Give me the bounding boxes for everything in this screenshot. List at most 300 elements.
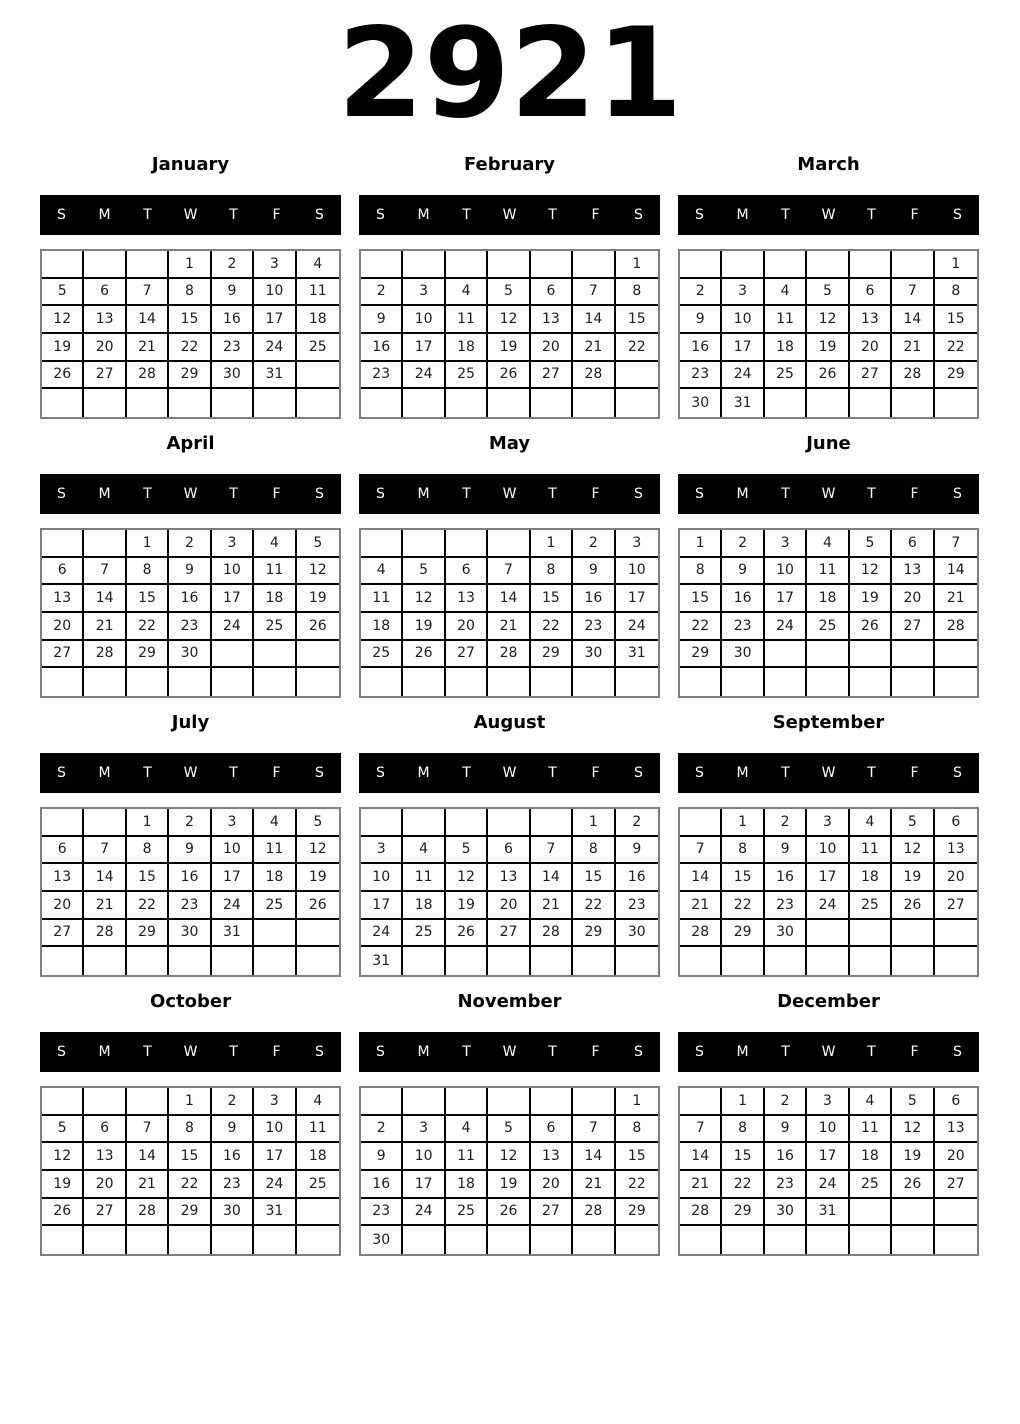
date-cell <box>84 251 126 279</box>
weekday-label: T <box>548 207 557 223</box>
date-cell: 14 <box>488 585 530 613</box>
date-cell: 17 <box>212 585 254 613</box>
date-cell: 6 <box>42 837 84 865</box>
date-cell <box>169 947 211 975</box>
date-cell <box>169 389 211 417</box>
date-cell <box>127 947 169 975</box>
date-cell: 11 <box>254 558 296 586</box>
date-cell <box>765 251 807 279</box>
date-cell: 5 <box>403 558 445 586</box>
date-cell <box>254 389 296 417</box>
date-cell: 16 <box>169 864 211 892</box>
date-cell: 1 <box>127 809 169 837</box>
date-cell <box>446 809 488 837</box>
date-cell: 1 <box>169 1088 211 1116</box>
date-cell <box>807 641 849 669</box>
month-calendar <box>40 154 341 419</box>
weekday-label: M <box>736 486 749 502</box>
date-cell: 12 <box>892 837 934 865</box>
weekday-label: S <box>953 1044 962 1060</box>
date-cell: 24 <box>361 920 403 948</box>
month-calendar <box>40 433 341 698</box>
date-cell: 18 <box>807 585 849 613</box>
date-cell: 16 <box>680 334 722 362</box>
date-cell: 24 <box>254 1171 296 1199</box>
month-calendar <box>359 991 660 1256</box>
weekday-label: S <box>315 1044 324 1060</box>
date-cell: 15 <box>722 1143 764 1171</box>
date-cell: 16 <box>212 1143 254 1171</box>
date-grid <box>359 807 660 977</box>
weekday-header-row <box>678 1032 979 1072</box>
date-cell: 9 <box>573 558 615 586</box>
weekday-label: T <box>781 1044 790 1060</box>
date-cell: 20 <box>531 334 573 362</box>
date-cell: 10 <box>361 864 403 892</box>
date-cell <box>446 530 488 558</box>
date-cell: 23 <box>722 613 764 641</box>
date-cell: 22 <box>680 613 722 641</box>
date-cell: 17 <box>807 1143 849 1171</box>
date-cell <box>127 1226 169 1254</box>
date-cell: 10 <box>765 558 807 586</box>
date-cell <box>84 530 126 558</box>
date-cell: 7 <box>680 1116 722 1144</box>
date-cell: 17 <box>361 892 403 920</box>
month-calendar <box>359 712 660 977</box>
date-cell: 6 <box>84 1116 126 1144</box>
weekday-label: W <box>821 765 836 781</box>
date-cell <box>42 947 84 975</box>
date-cell: 8 <box>573 837 615 865</box>
date-cell: 17 <box>807 864 849 892</box>
date-cell: 18 <box>297 306 339 334</box>
date-cell: 20 <box>531 1171 573 1199</box>
date-cell <box>765 668 807 696</box>
date-cell <box>722 251 764 279</box>
date-cell: 24 <box>722 362 764 390</box>
month-title: July <box>171 712 210 733</box>
date-cell <box>892 251 934 279</box>
date-cell: 28 <box>84 641 126 669</box>
date-cell: 20 <box>892 585 934 613</box>
date-cell: 26 <box>42 362 84 390</box>
date-cell <box>254 1226 296 1254</box>
date-cell: 15 <box>169 1143 211 1171</box>
date-cell: 21 <box>935 585 977 613</box>
date-cell <box>807 947 849 975</box>
date-cell: 15 <box>169 306 211 334</box>
date-cell <box>850 920 892 948</box>
date-cell: 16 <box>361 334 403 362</box>
date-cell: 25 <box>446 1199 488 1227</box>
date-cell <box>212 668 254 696</box>
weekday-label: T <box>867 1044 876 1060</box>
date-cell <box>446 1226 488 1254</box>
weekday-label: T <box>462 1044 471 1060</box>
date-cell <box>573 1088 615 1116</box>
date-cell: 4 <box>403 837 445 865</box>
date-cell: 30 <box>169 920 211 948</box>
weekday-label: T <box>781 486 790 502</box>
month-title: November <box>457 991 562 1012</box>
date-cell <box>446 389 488 417</box>
weekday-header-row <box>359 1032 660 1072</box>
date-cell: 5 <box>297 530 339 558</box>
date-cell <box>935 641 977 669</box>
date-cell: 22 <box>169 334 211 362</box>
date-cell: 20 <box>84 334 126 362</box>
weekday-label: F <box>591 1044 600 1060</box>
month-calendar <box>40 712 341 977</box>
date-cell: 29 <box>573 920 615 948</box>
date-cell: 9 <box>616 837 658 865</box>
weekday-label: S <box>695 207 704 223</box>
date-cell <box>892 947 934 975</box>
weekday-label: W <box>502 1044 517 1060</box>
date-cell: 6 <box>935 809 977 837</box>
date-cell: 13 <box>850 306 892 334</box>
date-cell: 2 <box>680 279 722 307</box>
weekday-label: T <box>143 765 152 781</box>
date-cell <box>531 809 573 837</box>
date-cell: 6 <box>42 558 84 586</box>
date-cell: 1 <box>722 1088 764 1116</box>
date-cell: 6 <box>84 279 126 307</box>
date-cell: 27 <box>935 892 977 920</box>
date-cell: 27 <box>84 1199 126 1227</box>
date-cell: 28 <box>935 613 977 641</box>
date-cell: 22 <box>127 892 169 920</box>
date-cell <box>403 1088 445 1116</box>
weekday-label: F <box>910 1044 919 1060</box>
weekday-label: S <box>634 1044 643 1060</box>
month-title: April <box>166 433 215 454</box>
date-cell: 5 <box>446 837 488 865</box>
date-cell: 20 <box>935 1143 977 1171</box>
weekday-label: M <box>736 765 749 781</box>
date-cell: 19 <box>807 334 849 362</box>
date-cell: 2 <box>212 251 254 279</box>
date-cell: 23 <box>765 892 807 920</box>
date-cell: 15 <box>127 585 169 613</box>
weekday-label: T <box>229 765 238 781</box>
date-cell <box>892 920 934 948</box>
date-cell: 14 <box>84 864 126 892</box>
date-cell: 16 <box>361 1171 403 1199</box>
date-cell <box>84 668 126 696</box>
date-cell: 17 <box>212 864 254 892</box>
date-cell: 7 <box>84 558 126 586</box>
weekday-label: W <box>502 765 517 781</box>
date-cell: 23 <box>212 334 254 362</box>
date-cell: 25 <box>850 1171 892 1199</box>
date-cell: 28 <box>573 362 615 390</box>
date-cell: 30 <box>722 641 764 669</box>
date-cell: 3 <box>254 251 296 279</box>
date-cell <box>488 1226 530 1254</box>
date-cell: 19 <box>403 613 445 641</box>
date-cell: 1 <box>680 530 722 558</box>
date-cell: 28 <box>892 362 934 390</box>
date-cell: 20 <box>935 864 977 892</box>
date-cell: 7 <box>573 279 615 307</box>
weekday-label: F <box>910 765 919 781</box>
date-cell: 30 <box>616 920 658 948</box>
weekday-label: S <box>376 1044 385 1060</box>
date-cell: 7 <box>680 837 722 865</box>
date-cell: 18 <box>254 585 296 613</box>
date-cell: 8 <box>722 1116 764 1144</box>
date-cell: 3 <box>212 809 254 837</box>
date-cell: 10 <box>722 306 764 334</box>
date-cell: 23 <box>361 362 403 390</box>
date-cell: 2 <box>722 530 764 558</box>
date-cell: 29 <box>127 920 169 948</box>
date-cell <box>680 809 722 837</box>
date-cell: 31 <box>807 1199 849 1227</box>
date-cell: 21 <box>84 892 126 920</box>
date-cell: 17 <box>403 1171 445 1199</box>
date-cell <box>84 809 126 837</box>
month-title: January <box>151 154 230 175</box>
date-cell <box>361 668 403 696</box>
date-cell: 2 <box>169 809 211 837</box>
date-cell: 2 <box>616 809 658 837</box>
date-cell: 20 <box>42 613 84 641</box>
date-cell: 14 <box>935 558 977 586</box>
date-cell: 20 <box>42 892 84 920</box>
date-cell: 24 <box>254 334 296 362</box>
date-cell <box>935 668 977 696</box>
date-cell: 1 <box>169 251 211 279</box>
date-cell: 17 <box>722 334 764 362</box>
date-cell: 8 <box>127 837 169 865</box>
date-cell: 9 <box>680 306 722 334</box>
date-cell: 16 <box>212 306 254 334</box>
weekday-label: F <box>272 1044 281 1060</box>
date-cell: 27 <box>850 362 892 390</box>
date-cell: 27 <box>446 641 488 669</box>
weekday-label: M <box>98 486 111 502</box>
date-cell: 5 <box>488 1116 530 1144</box>
date-cell: 14 <box>84 585 126 613</box>
date-cell: 3 <box>403 279 445 307</box>
date-cell: 24 <box>212 892 254 920</box>
date-cell: 23 <box>361 1199 403 1227</box>
date-cell: 30 <box>361 1226 403 1254</box>
date-cell: 4 <box>765 279 807 307</box>
date-cell: 26 <box>42 1199 84 1227</box>
weekday-label: F <box>272 486 281 502</box>
date-cell: 25 <box>446 362 488 390</box>
date-cell <box>892 389 934 417</box>
date-cell: 13 <box>935 1116 977 1144</box>
date-cell: 12 <box>850 558 892 586</box>
date-cell: 18 <box>765 334 807 362</box>
date-cell: 8 <box>127 558 169 586</box>
weekday-label: M <box>417 765 430 781</box>
year-title: 2921 <box>337 2 683 146</box>
date-cell <box>488 251 530 279</box>
date-cell <box>127 251 169 279</box>
date-cell: 16 <box>616 864 658 892</box>
weekday-label: S <box>57 207 66 223</box>
date-cell <box>573 947 615 975</box>
date-cell: 31 <box>361 947 403 975</box>
date-cell: 30 <box>680 389 722 417</box>
date-cell: 2 <box>765 809 807 837</box>
date-cell: 13 <box>42 864 84 892</box>
date-cell: 19 <box>892 1143 934 1171</box>
date-cell: 27 <box>488 920 530 948</box>
date-cell <box>573 1226 615 1254</box>
weekday-label: M <box>98 1044 111 1060</box>
date-cell: 19 <box>297 585 339 613</box>
date-cell <box>297 362 339 390</box>
date-cell <box>935 1226 977 1254</box>
weekday-label: T <box>229 1044 238 1060</box>
date-cell: 26 <box>892 892 934 920</box>
date-cell <box>935 389 977 417</box>
date-cell: 12 <box>488 306 530 334</box>
date-cell: 18 <box>403 892 445 920</box>
date-cell: 13 <box>892 558 934 586</box>
date-cell <box>403 389 445 417</box>
date-cell: 8 <box>722 837 764 865</box>
date-cell: 22 <box>169 1171 211 1199</box>
date-cell <box>807 668 849 696</box>
month-calendar <box>359 433 660 698</box>
date-cell: 12 <box>892 1116 934 1144</box>
date-cell: 9 <box>212 1116 254 1144</box>
date-cell: 21 <box>680 1171 722 1199</box>
date-cell: 27 <box>935 1171 977 1199</box>
date-cell <box>765 1226 807 1254</box>
date-cell <box>531 251 573 279</box>
date-grid <box>40 807 341 977</box>
weekday-header-row <box>40 195 341 235</box>
weekday-label: M <box>736 207 749 223</box>
date-cell: 4 <box>850 1088 892 1116</box>
date-cell: 28 <box>680 920 722 948</box>
date-cell <box>892 641 934 669</box>
date-cell <box>892 668 934 696</box>
weekday-header-row <box>678 474 979 514</box>
date-cell: 12 <box>42 306 84 334</box>
date-cell <box>892 1226 934 1254</box>
month-title: May <box>488 433 531 454</box>
date-cell: 5 <box>850 530 892 558</box>
weekday-label: T <box>462 207 471 223</box>
date-cell: 18 <box>254 864 296 892</box>
date-cell: 30 <box>212 1199 254 1227</box>
date-cell: 3 <box>403 1116 445 1144</box>
date-cell: 12 <box>42 1143 84 1171</box>
date-cell: 28 <box>127 362 169 390</box>
date-cell <box>531 1088 573 1116</box>
weekday-header-row <box>359 753 660 793</box>
weekday-header-row <box>678 195 979 235</box>
date-cell: 18 <box>446 1171 488 1199</box>
date-cell: 22 <box>616 334 658 362</box>
date-cell <box>361 1088 403 1116</box>
date-cell: 4 <box>361 558 403 586</box>
month-calendar <box>359 154 660 419</box>
weekday-label: F <box>272 207 281 223</box>
date-cell: 29 <box>722 1199 764 1227</box>
weekday-label: T <box>143 486 152 502</box>
date-cell: 24 <box>807 1171 849 1199</box>
date-grid <box>359 528 660 698</box>
date-cell: 1 <box>722 809 764 837</box>
date-cell: 16 <box>765 864 807 892</box>
date-cell: 18 <box>297 1143 339 1171</box>
date-cell: 29 <box>169 362 211 390</box>
date-cell: 28 <box>531 920 573 948</box>
weekday-label: W <box>502 207 517 223</box>
weekday-label: M <box>417 207 430 223</box>
date-cell: 11 <box>446 306 488 334</box>
date-cell: 27 <box>84 362 126 390</box>
date-cell <box>127 668 169 696</box>
date-cell: 21 <box>84 613 126 641</box>
date-cell: 17 <box>765 585 807 613</box>
weekday-label: M <box>98 765 111 781</box>
date-cell: 7 <box>84 837 126 865</box>
date-cell <box>42 1226 84 1254</box>
date-cell: 30 <box>212 362 254 390</box>
date-cell: 21 <box>892 334 934 362</box>
date-cell <box>616 389 658 417</box>
date-cell: 14 <box>127 1143 169 1171</box>
date-cell: 22 <box>722 1171 764 1199</box>
date-cell: 27 <box>42 920 84 948</box>
date-cell: 1 <box>935 251 977 279</box>
date-cell <box>403 668 445 696</box>
date-cell <box>573 389 615 417</box>
month-title: October <box>150 991 231 1012</box>
date-cell: 5 <box>42 1116 84 1144</box>
date-cell: 26 <box>488 1199 530 1227</box>
date-cell: 13 <box>531 306 573 334</box>
date-cell: 9 <box>765 1116 807 1144</box>
date-cell <box>488 809 530 837</box>
date-cell: 26 <box>892 1171 934 1199</box>
date-cell: 18 <box>446 334 488 362</box>
date-cell: 7 <box>531 837 573 865</box>
date-cell: 11 <box>850 1116 892 1144</box>
date-cell <box>807 1226 849 1254</box>
date-cell <box>361 389 403 417</box>
date-cell: 12 <box>297 558 339 586</box>
date-cell: 10 <box>403 306 445 334</box>
date-grid <box>678 528 979 698</box>
weekday-header-row <box>359 474 660 514</box>
date-cell <box>722 668 764 696</box>
date-grid <box>359 1086 660 1256</box>
date-cell: 17 <box>254 1143 296 1171</box>
weekday-label: S <box>315 486 324 502</box>
weekday-label: T <box>548 1044 557 1060</box>
date-cell: 12 <box>297 837 339 865</box>
date-cell <box>531 1226 573 1254</box>
date-cell: 16 <box>169 585 211 613</box>
date-cell: 19 <box>297 864 339 892</box>
date-cell: 30 <box>169 641 211 669</box>
weekday-label: S <box>634 765 643 781</box>
date-cell: 31 <box>254 1199 296 1227</box>
